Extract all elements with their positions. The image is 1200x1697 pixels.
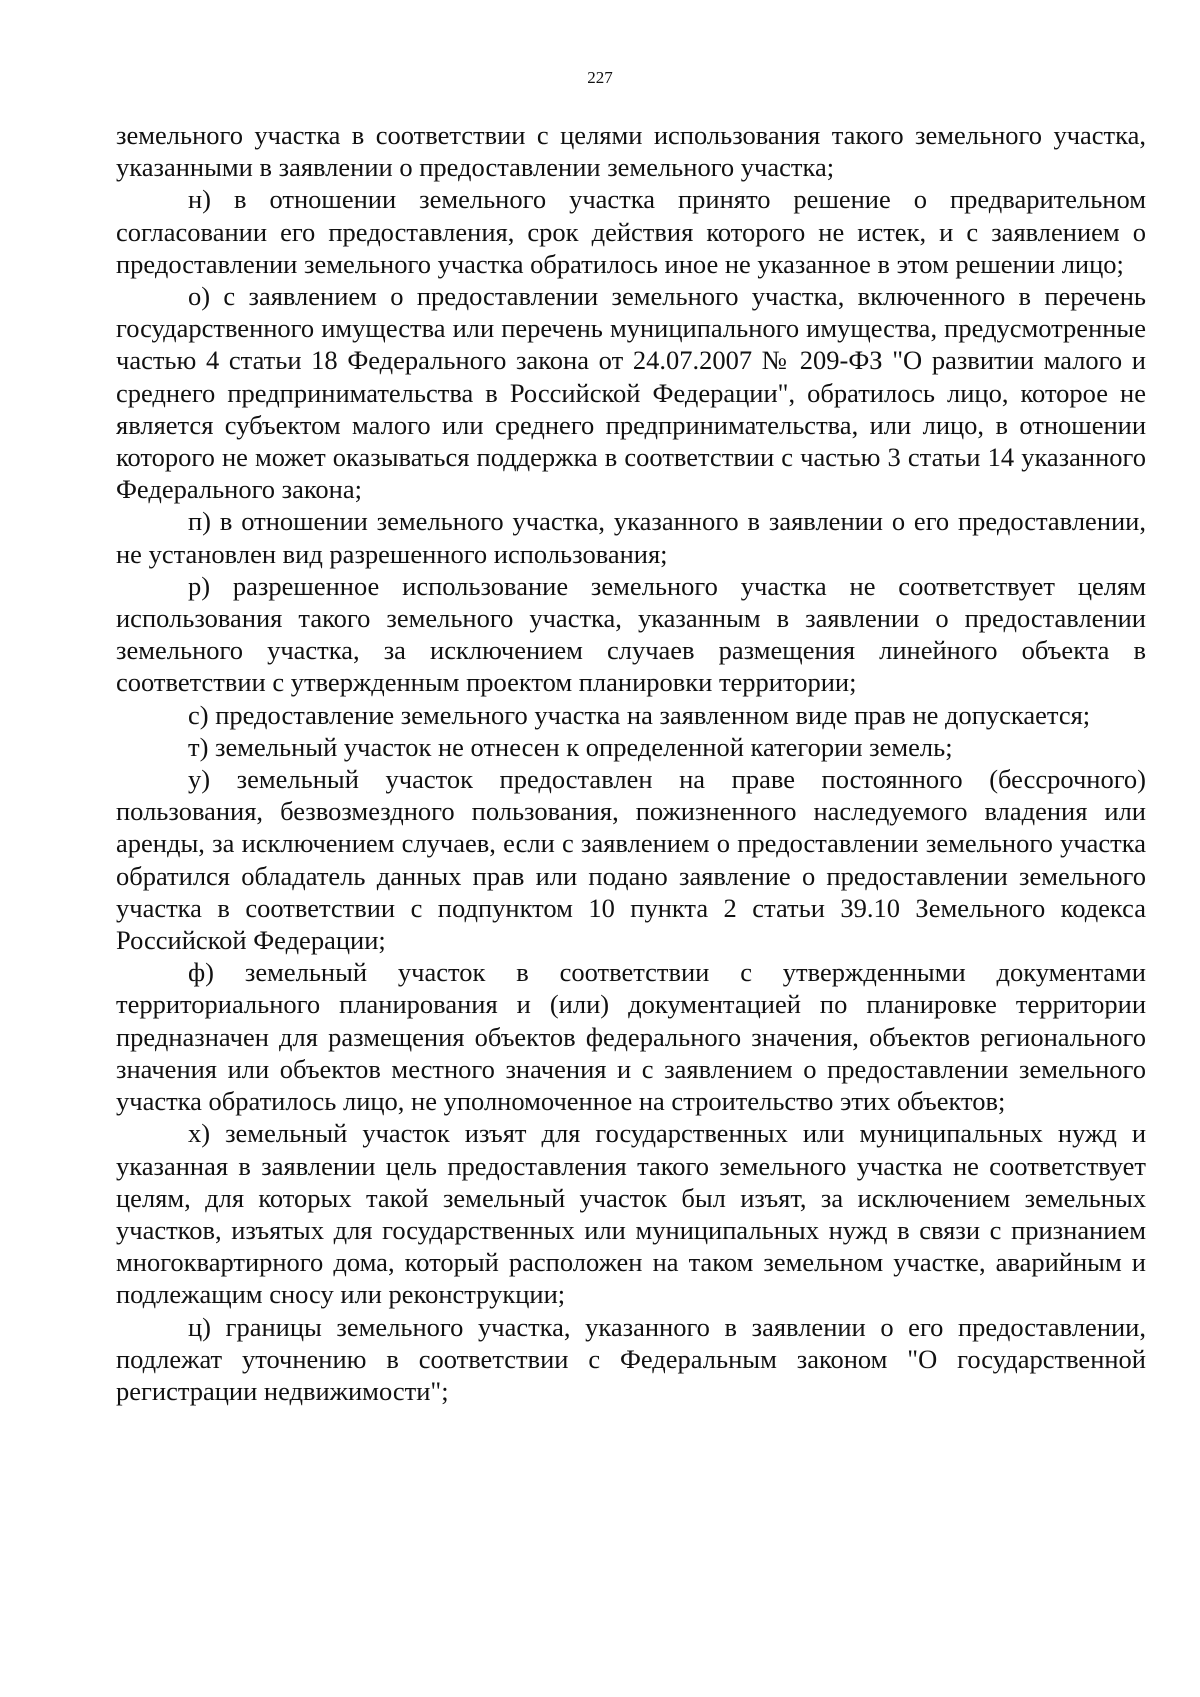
paragraph-item-p: п) в отношении земельного участка, указанного в заявлении о его предоставлении, не установлен вид разрешенного использования; [116, 506, 1146, 569]
paragraph-item-u: у) земельный участок предоставлен на праве постоянного (бессрочного) пользования, безвозмездного пользования, пожизненного наследуемого владения или аренды, за исключением случаев, если с заявлением о предоставлении земельного участка обратился обладатель данных прав или подано заявление о предоставлении земельного участка в соответствии с подпунктом 10 пункта 2 статьи 39.10 Земельного кодекса Российской Федерации; [116, 764, 1146, 956]
paragraph-item-r: р) разрешенное использование земельного участка не соответствует целям использования такого земельного участка, указанным в заявлении о предоставлении земельного участка, за исключением случаев размещения линейного объекта в соответствии с утвержденным проектом планировки территории; [116, 570, 1146, 698]
paragraph-item-s: с) предоставление земельного участка на заявленном виде прав не допускается; [188, 699, 1091, 730]
paragraph-item-kh: х) земельный участок изъят для государственных или муниципальных нужд и указанная в заявлении цель предоставления такого земельного участка не соответствует целям, для которых такой земельный участок был изъят, за исключением земельных участков, изъятых для государственных или муниципальных нужд в связи с признанием многоквартирного дома, который расположен на таком земельном участке, аварийным и подлежащим сносу или реконструкции; [116, 1118, 1146, 1310]
paragraph-item-t: т) земельный участок не отнесен к определенной категории земель; [188, 731, 953, 762]
paragraph-item-n: н) в отношении земельного участка принято решение о предварительном согласовании его предоставления, срок действия которого не истек, и с заявлением о предоставлении земельного участка обратилось иное не указанное в этом решении лицо; [116, 184, 1146, 279]
paragraph-item-f: ф) земельный участок в соответствии с утвержденными документами территориального планирования и (или) документацией по планировке территории предназначен для размещения объектов федерального значения, объектов регионального значения или объектов местного значения и с заявлением о предоставлении земельного участка обратилось лицо, не уполномоченное на строительство этих объектов; [116, 957, 1146, 1117]
paragraph-item-o: о) с заявлением о предоставлении земельного участка, включенного в перечень государственного имущества или перечень муниципального имущества, предусмотренные частью 4 статьи 18 Федерального закона от 24.07.2007 № 209-ФЗ "О развитии малого и среднего предпринимательства в Российской Федерации", обратилось лицо, которое не является субъектом малого или среднего предпринимательства, или лицо, в отношении которого не может оказываться поддержка в соответствии с частью 3 статьи 14 указанного Федерального закона; [116, 281, 1146, 505]
document-body [116, 119, 1146, 1407]
paragraph-continuation: земельного участка в соответствии с целями использования такого земельного участка, указанными в заявлении о предоставлении земельного участка; [116, 120, 1146, 183]
page-number: 227 [587, 68, 613, 87]
paragraph-item-ts: ц) границы земельного участка, указанного в заявлении о его предоставлении, подлежат уточнению в соответствии с Федеральным законом "О государственной регистрации недвижимости"; [116, 1311, 1146, 1406]
